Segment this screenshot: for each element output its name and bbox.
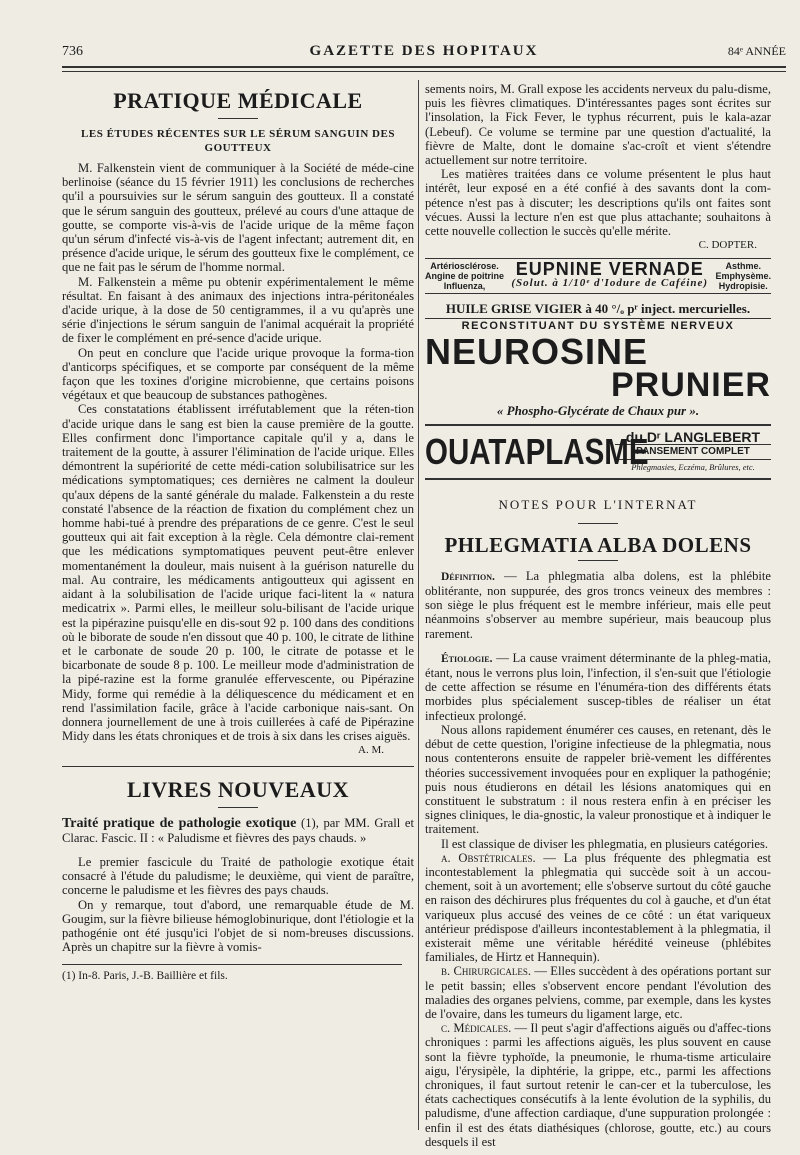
ad-huile-grise: HUILE GRISE VIGIER à 40 °/ₒ pʳ inject. mercurielles. bbox=[445, 301, 751, 317]
livres-continuation-2: Les matières traitées dans ce volume présentent le plus haut intérêt, leur exposé en a été confié à des savants dont la com-pétence n'est pas à discuter; les descriptions qu'ils ont faites sont vécues. Aussi la lecture n'en est que plus attachante; souhaitons à cette nouvelle collection le succès qu'elle mérite. bbox=[425, 167, 771, 239]
pratique-paragraph-4: Ces constatations établissent irréfutablement que la réten-tion d'acide urique dans le sang est bien la cause première de la goutte. Elles confirment donc l'importance capitale qu'il y a, dans le traitement de la goutte, à assurer l'élimination de l'acide urique. Elles démontrent la supériorité de cette médi-cation solubilisatrice sur les médications symptomatiques; ces dernières ne calment la douleur qu'aux dépens de la santé générale du malade. Falkenstein a du reste constaté l'absence de la réaction de fixation du complément chez un homme habi-tué à prendre des préparations de ce genre. C'est le seul goutteux qui ait fait exception à la règle. Cela démontre clai-rement que les médications symptomatiques peuvent peut-être enlever momentanément la douleur, mais nuisent à la guérison naturelle du mal. Au contraire, les médicaments antigoutteux qui agissent en aidant à la solubilisation de l'acide urique faci-litent la « natura medicatrix ». Parmi elles, le meilleur solu-bilisant de l'acide urique est la pipérazine puisqu'elle en dis-sout 92 p. 100 dans des conditions où le biborate de soude n'en dissout que 40 p. 100, le citrate de lithine et le carbonate de soude 20 p. 100, le citrate de potasse et le bicarbonate de soude 8 p. 100. Le meilleur mode d'administration de la pipé-razine est la forme granulée effervescente, ou Pipérazine Midy, forme qui remédie à la déliquescence du médicament et en rend l'assimilation facile, grâce à l'acide carbonique nais-sant. On donnera journellement de une à trois cuillerées à café de Pipérazine Midy dans les états chroniques et de trois à six dans les crises aiguës. bbox=[62, 402, 414, 744]
journal-title: GAZETTE DES HOPITAUX bbox=[309, 43, 539, 59]
eupnine-formula: (Solut. à 1/10ᵉ d'Iodure de Caféine) bbox=[511, 277, 709, 290]
header-rule-thin bbox=[62, 71, 786, 72]
footnote-rule bbox=[62, 964, 402, 965]
etiologie-paragraph: Étiologie. — La cause vraiment déterminante de la phleg-matia, étant, nous le verrons plus loin, l'infection, il s'en-suit que l'étiologie de cette affection se résume en l'énuméra-tion des différents états morbides plus spécialement suscep-tibles de réaliser un état infectieux prolongé. bbox=[425, 650, 771, 723]
title-rule bbox=[218, 118, 258, 119]
eupnine-name: EUPNINE VERNADE (Solut. à 1/10ᵉ d'Iodure de Caféine) bbox=[511, 259, 709, 290]
notes-rule bbox=[578, 523, 618, 524]
livres-signature: C. DOPTER. bbox=[698, 239, 757, 252]
right-column bbox=[425, 82, 771, 1149]
notes-title: PHLEGMATIA ALBA DOLENS bbox=[444, 532, 752, 557]
pratique-title: PRATIQUE MÉDICALE bbox=[113, 88, 363, 113]
livres-paragraph-2: On y remarque, tout d'abord, une remarquable étude de M. Gougim, sur la fièvre bilieuse hémoglobinurique, dont l'étiologie et la pathogénie ont été jusqu'ici l'objet de si nom-breuses discussions. Après un chapitre sur la fièvre à vomis- bbox=[62, 897, 414, 955]
section-rule bbox=[62, 766, 414, 767]
pratique-paragraph-2: M. Falkenstein a même pu obtenir expérimentalement le même résultat. En faisant à des animaux des injections intra-péritonéales d'acide urique, à la dose de 50 centigrammes, il a vu qu'après une série d'injections le sérum sanguin de l'animal acquérait la propriété de fixer le complément en pré-sence d'acide urique. bbox=[62, 274, 414, 346]
year-label: 84ᵉ ANNÉE bbox=[727, 44, 786, 58]
ad-ouataplasme bbox=[425, 424, 771, 481]
book-entry bbox=[62, 816, 414, 845]
livres-rule bbox=[218, 807, 258, 808]
neurosine-name: NEUROSINE bbox=[425, 330, 649, 372]
obstetricales-paragraph: a. Obstétricales. — La plus fréquente des phlegmatia est incontestablement la phlegmatia qui succède soit à un accou-chement, soit à un avortement; elle s'observe surtout du côté gauche en raison des déchirures plus fréquentes du col à gauche, et d'un état variqueux plus accusé des veines de ce côté : un état variqueux antérieur prédispose d'ailleurs incontestablement à la phlegmatia, il existerait même une véritable hérédité veineuse (phlébites familiales, de Hirtz et Hannequin). bbox=[425, 850, 771, 965]
livres-title: LIVRES NOUVEAUX bbox=[126, 776, 350, 802]
ouataplasme-product: PANSEMENT COMPLET bbox=[615, 444, 771, 460]
left-column bbox=[62, 82, 414, 984]
ouataplasme-name: OUATAPLASME bbox=[425, 431, 649, 473]
page-number: 736 bbox=[62, 44, 83, 59]
book-details: (1), par MM. Grall et Clarac. Fascic. II : « Paludisme et fièvres des pays chauds. » bbox=[62, 815, 414, 845]
pratique-signature: A. M. bbox=[358, 744, 384, 757]
notes-heading: NOTES POUR L'INTERNAT bbox=[498, 497, 698, 513]
footnote: (1) In-8. Paris, J.-B. Baillière et fils. bbox=[62, 970, 228, 983]
livres-paragraph-1: Le premier fascicule du Traité de pathologie exotique était consacré à l'étude du paludisme; le deuxième, qui vient de paraître, concerne le paludisme et les fièvres des pays chauds. bbox=[62, 854, 414, 898]
column-separator bbox=[418, 80, 419, 1130]
book-title: Traité pratique de pathologie exotique bbox=[62, 815, 297, 831]
neurosine-brand: PRUNIER bbox=[610, 365, 771, 404]
eupnine-left-list: Artériosclérose. Angine de poitrine Influenza, bbox=[425, 261, 505, 292]
classique-paragraph: Il est classique de diviser les phlegmatia, en plusieurs catégories. bbox=[441, 836, 768, 851]
page-header bbox=[62, 40, 786, 66]
neurosine-top: RECONSTITUANT DU SYSTÈME NERVEUX bbox=[425, 318, 771, 333]
pratique-paragraph-3: On peut en conclure que l'acide urique provoque la forma-tion d'anticorps spécifiques, et se comporte par conséquent de la même façon que les toxines d'origine microbienne, que certains poisons végétaux et que beaucoup de substances pathogènes. bbox=[62, 345, 414, 403]
nous-paragraph: Nous allons rapidement énumérer ces causes, en retenant, dès le début de cette question, l'origine infectieuse de la phlegmatia, nous nous contenterons ensuite de rappeler briè-vement les différentes théories successivement invoquées pour en expliquer la pathogénie; puis nous étudierons en détail les lésions anatomiques qui en constituent le substratum : il nous restera enfin à en préciser les signes cliniques, le dia-gnostic, la valeur pronostique et à indiquer le traitement. bbox=[425, 722, 771, 837]
notes-title-rule bbox=[578, 560, 618, 561]
neurosine-tagline: « Phospho-Glycérate de Chaux pur ». bbox=[496, 402, 700, 418]
livres-continuation-1: sements noirs, M. Grall expose les accidents nerveux du palu-disme, puis les fièvres climatiques. D'intéressantes pages sont écrites sur l'insolation, la Fick Fever, le typhus récurrent, puis le kala-azar (Lebeuf). Ce volume se termine par une question d'actualité, la fièvre de Malte, dont le domaine s'ac-croît et vient s'étendre actuellement sur notre territoire. bbox=[425, 82, 771, 168]
header-rule bbox=[62, 66, 786, 68]
definition-paragraph: Définition. — La phlegmatia alba dolens, est la phlébite oblitérante, non suppurée, des gros troncs veineux des membres : son siège le plus fréquent est le membre inférieur, mais elle peut néanmoins s'observer au membre supérieur, mais beaucoup plus rarement. bbox=[425, 568, 771, 641]
ad-eupnine bbox=[425, 258, 771, 294]
medicales-paragraph: c. Médicales. — Il peut s'agir d'affections aiguës ou d'affec-tions chroniques : parmi les affections aiguës, les plus souvent en cause sont la fièvre typhoïde, la pneumonie, le rhuma-tisme articulaire aigu, l'érysipèle, la diphtérie, la grippe, etc., parmi les affections chroniques, il faut surtout retenir le can-cer et la tuberculose, les états cachectiques consécutifs à la lente évolution de la syphilis, du paludisme, d'une affection cardiaque, d'une suppuration prolongée : enfin il est des états diathésiques (chlorose, goutte, etc.) au cours desquels il est bbox=[425, 1021, 771, 1149]
ouataplasme-doctor: du Dʳ LANGLEBERT bbox=[625, 428, 761, 445]
ouataplasme-uses: Phlegmasies, Eczéma, Brûlures, etc. bbox=[631, 462, 755, 473]
pratique-subtitle: LES ÉTUDES RÉCENTES SUR LE SÉRUM SANGUIN DES GOUTTEUX bbox=[81, 128, 395, 154]
ad-neurosine bbox=[425, 318, 771, 417]
pratique-paragraph-1: M. Falkenstein vient de communiquer à la Société de méde-cine berlinoise (séance du 15 février 1911) les conclusions de recherches qu'il a poursuivies sur le sérum sanguin des goutteux. Il a constaté que le sérum sanguin des goutteux, prélevé au cours d'une attaque de goutte, se comporte vis-à-vis de l'acide urique de la même façon qu'un sérum d'infecté vis-à-vis de l'agent infectant; autrement dit, en présence d'acide urique, le sérum des goutteux fixe le complément, ce que ne fait pas le sérum de l'homme normal. bbox=[62, 161, 414, 275]
chirurgicales-paragraph: b. Chirurgicales. — Elles succèdent à des opérations portant sur le petit bassin; elles s'observent encore pendant l'évolution des maladies des organes pelviens, comme, par exemple, dans les kystes de l'ovaire, dans les tumeurs du ligament large, etc. bbox=[425, 964, 771, 1021]
eupnine-right-list: Asthme. Emphysème. Hydropisie. bbox=[715, 261, 771, 292]
